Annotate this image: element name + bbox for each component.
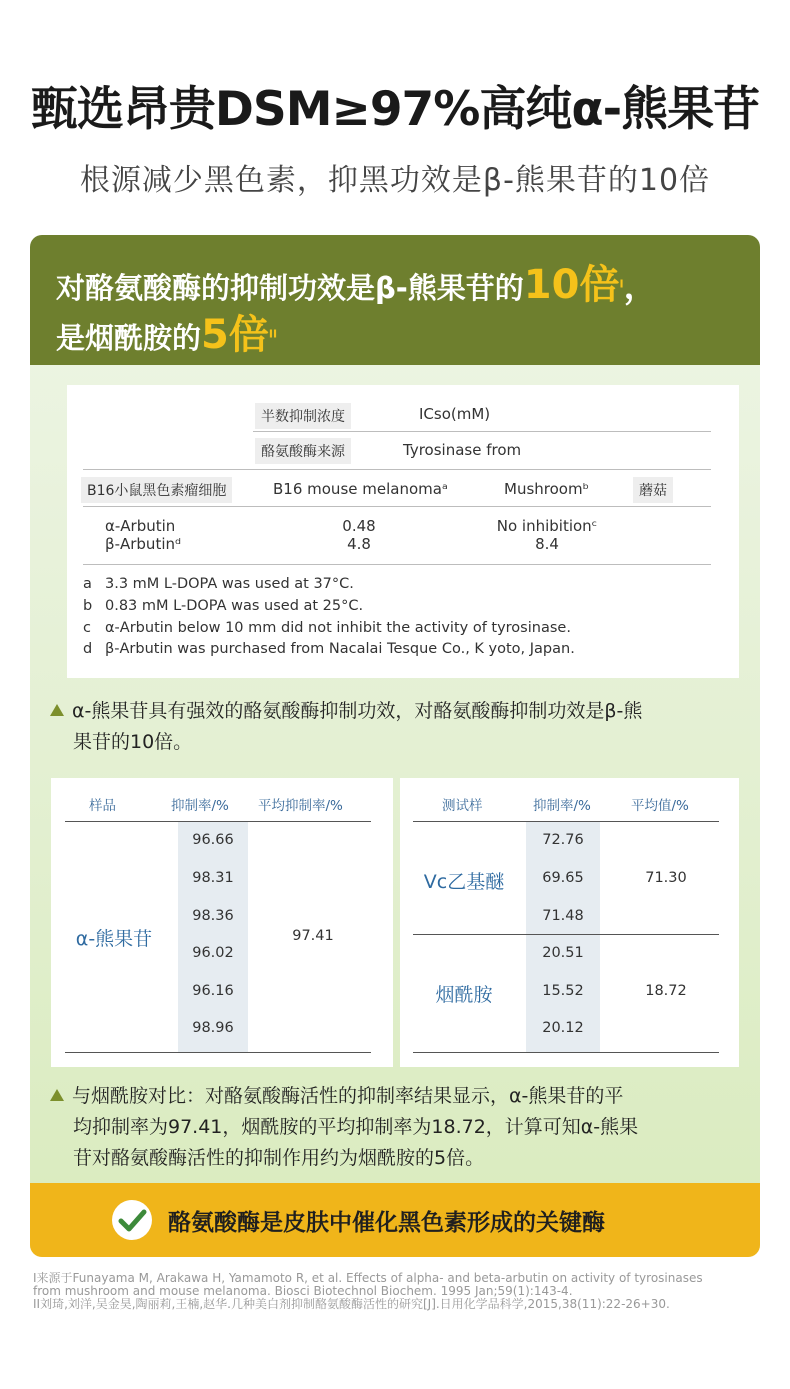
table-header-rate: 抑制率/% [171, 798, 229, 814]
table-header-sample: 测试样 [442, 798, 483, 814]
row-alpha-name: α-Arbutin [105, 517, 176, 535]
card-header [30, 235, 760, 365]
divider [253, 431, 711, 432]
triangle-bullet-icon [50, 1089, 64, 1101]
column-shade [178, 821, 248, 1053]
table-top-rule [413, 821, 719, 822]
rate-cell: 98.96 [192, 1020, 234, 1036]
ic50-label-en: ICso(mM) [419, 405, 491, 423]
table-bottom-rule [65, 1052, 371, 1053]
sub-title: 根源减少黑色素，抑黑功效是β-熊果苷的10倍 [79, 163, 711, 198]
reference-2: II刘琦,刘洋,吴金昊,陶丽莉,王楠,赵华.几种美白剂抑制酪氨酸酶活性的研究[J].日用化学品科学,2015,38(11):22-26+30. [33, 1297, 670, 1311]
source-label-cn: 酪氨酸酶来源 [255, 438, 351, 464]
divider [83, 506, 711, 507]
key-enzyme-banner [30, 1183, 760, 1257]
mushroom-label-cn: 蘑菇 [633, 477, 673, 503]
ic50-label-cn: 半数抑制浓度 [255, 403, 351, 429]
table-note: b 0.83 mM L-DOPA was used at 25°C. [83, 598, 364, 614]
table-top-rule [65, 821, 371, 822]
rate-cell: 71.48 [542, 908, 584, 924]
column-shade [526, 821, 600, 1053]
reference-1: I来源于Funayama M, Arakawa H, Yamamoto R, et al. Effects of alpha- and beta-arbutin on activity of tyrosinases [33, 1271, 703, 1285]
mushroom-label-en: Mushroomᵇ [504, 480, 589, 498]
content-card [30, 235, 760, 1257]
header-accent-10x: 10倍 [523, 262, 620, 308]
rate-cell: 20.51 [542, 945, 584, 961]
description-paragraph-2: 与烟酰胺对比：对酪氨酸酶活性的抑制率结果显示，α-熊果苷的平 均抑制率为97.41，烟酰胺的平均抑制率为18.72，计算可知α-熊果 苷对酪氨酸酶活性的抑制作用约为烟酰胺的5倍。 [50, 1081, 750, 1174]
average-cell: 97.41 [292, 928, 334, 944]
header-line-1-text: 对酪氨酸酶的抑制功效是β-熊果苷的 [56, 271, 524, 305]
row-beta-b16: 4.8 [347, 535, 371, 553]
comparison-table [400, 778, 739, 1067]
rate-cell: 72.76 [542, 832, 584, 848]
average-cell: 71.30 [645, 870, 687, 886]
table-header-average: 平均抑制率/% [258, 798, 343, 814]
niacinamide-group-name: 烟酰胺 [435, 984, 493, 1006]
footnote-mark-2: II [268, 327, 278, 341]
alpha-arbutin-table [51, 778, 393, 1067]
divider [83, 564, 711, 565]
rate-cell: 96.02 [192, 945, 234, 961]
table-note: d β-Arbutin was purchased from Nacalai Tesque Co., K yoto, Japan. [83, 641, 575, 657]
main-title: 甄选昂贵DSM≥97%高纯α-熊果苷 [30, 82, 760, 137]
vc-group-name: Vc乙基醚 [423, 871, 505, 893]
table-header-average: 平均值/% [631, 798, 689, 814]
ic50-table-panel [67, 385, 739, 678]
footnote-mark-1: I [619, 277, 624, 291]
row-beta-name: β-Arbutinᵈ [105, 535, 182, 553]
b16-label-cn: B16小鼠黑色素瘤细胞 [81, 477, 232, 503]
row-beta-mushroom: 8.4 [535, 535, 559, 553]
source-label-en: Tyrosinase from [403, 441, 522, 459]
rate-cell: 96.16 [192, 983, 234, 999]
header-line-2-text: 是烟酰胺的 [56, 321, 202, 355]
rate-cell: 98.31 [192, 870, 234, 886]
triangle-bullet-icon [50, 704, 64, 716]
header-line-2 [56, 303, 277, 360]
rate-cell: 69.65 [542, 870, 584, 886]
divider [83, 469, 711, 470]
group-divider [413, 934, 719, 935]
description-paragraph-1: α-熊果苷具有强效的酪氨酸酶抑制功效，对酪氨酸酶抑制功效是β-熊 果苷的10倍。 [50, 696, 750, 758]
header-accent-5x: 5倍 [201, 312, 269, 358]
average-cell: 18.72 [645, 983, 687, 999]
references-footer [33, 1272, 763, 1311]
rate-cell: 20.12 [542, 1020, 584, 1036]
reference-1-cont: from mushroom and mouse melanoma. Biosci Biotechnol Biochem. 1995 Jan;59(1):143-4. [33, 1284, 573, 1298]
table-note: a 3.3 mM L-DOPA was used at 37°C. [83, 576, 354, 592]
table-bottom-rule [413, 1052, 719, 1053]
row-alpha-mushroom: No inhibitionᶜ [496, 517, 598, 535]
table-header-sample: 样品 [89, 798, 116, 814]
header-comma: ， [623, 267, 658, 307]
table-note: c α-Arbutin below 10 mm did not inhibit the activity of tyrosinase. [83, 620, 571, 636]
rate-cell: 98.36 [192, 908, 234, 924]
check-icon [112, 1200, 152, 1240]
b16-label-en: B16 mouse melanomaᵃ [273, 480, 448, 498]
table-header-rate: 抑制率/% [533, 798, 591, 814]
sample-name: α-熊果苷 [75, 928, 153, 950]
banner-text: 酪氨酸酶是皮肤中催化黑色素形成的关键酶 [168, 1210, 605, 1236]
rate-cell: 15.52 [542, 983, 584, 999]
header-line-1 [56, 253, 658, 310]
rate-cell: 96.66 [192, 832, 234, 848]
row-alpha-b16: 0.48 [342, 517, 376, 535]
